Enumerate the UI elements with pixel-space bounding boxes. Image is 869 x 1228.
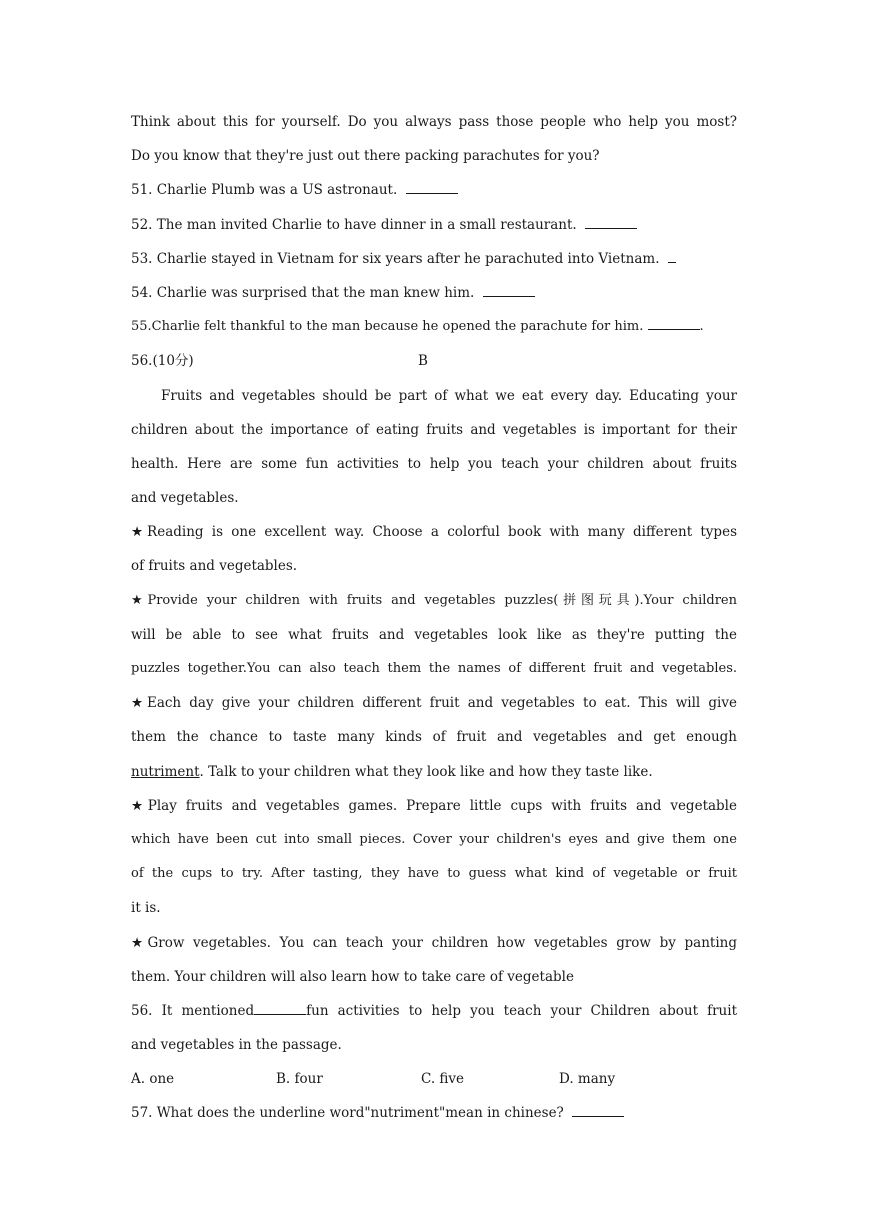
question-53 xyxy=(131,242,737,276)
question-text: 56. It mentioned xyxy=(131,1002,255,1019)
question-56 xyxy=(131,994,737,1028)
option-b[interactable]: B. four xyxy=(276,1071,323,1088)
option-a[interactable]: A. one xyxy=(131,1071,175,1088)
tip-line: puzzles together.You can also teach them the names of different fruit and vegetables. xyxy=(131,661,737,676)
option-c[interactable]: C. five xyxy=(421,1071,465,1088)
question-suffix: . xyxy=(699,319,704,335)
answer-blank[interactable] xyxy=(572,1115,624,1117)
tip-line: them the chance to taste many kinds of fruit and vegetables and get enough xyxy=(131,729,737,746)
passage-line: children about the importance of eating fruits and vegetables is important for their xyxy=(131,421,737,438)
passage-line: health. Here are some fun activities to help you teach your children about fruits xyxy=(131,455,737,472)
question-52 xyxy=(131,208,737,242)
underlined-word: nutriment xyxy=(131,763,200,780)
tip-line xyxy=(131,755,737,789)
section-letter: B xyxy=(418,353,428,370)
answer-blank[interactable] xyxy=(254,1013,306,1015)
passage-line: Think about this for yourself. Do you always pass those people who help you most? xyxy=(131,114,737,130)
answer-blank[interactable] xyxy=(483,295,535,297)
question-55 xyxy=(131,310,737,344)
tip-line: of the cups to try. After tasting, they have to guess what kind of vegetable or fruit xyxy=(131,866,737,882)
options-row xyxy=(131,1062,737,1096)
passage-line: Do you know that they're just out there packing parachutes for you? xyxy=(131,148,600,165)
question-text: 51. Charlie Plumb was a US astronaut. xyxy=(131,182,398,199)
answer-blank[interactable] xyxy=(585,227,637,229)
tip-line: of fruits and vegetables. xyxy=(131,558,298,575)
question-text: 54. Charlie was surprised that the man knew him. xyxy=(131,284,475,301)
answer-blank[interactable] xyxy=(406,192,458,194)
question-51 xyxy=(131,173,737,207)
tip-line: which have been cut into small pieces. Cover your children's eyes and give them one xyxy=(131,831,737,847)
question-54 xyxy=(131,276,737,310)
question-57 xyxy=(131,1096,737,1130)
answer-blank[interactable] xyxy=(668,261,676,263)
passage-line: and vegetables. xyxy=(131,490,239,507)
tip-line: ★Play fruits and vegetables games. Prepare little cups with fruits and vegetable xyxy=(131,797,737,814)
question-text: and vegetables in the passage. xyxy=(131,1037,342,1054)
passage-line: Fruits and vegetables should be part of what we eat every day. Educating your xyxy=(161,387,737,404)
tip-line: them. Your children will also learn how to take care of vegetable xyxy=(131,968,574,985)
document-page xyxy=(131,105,737,1131)
question-text: 55.Charlie felt thankful to the man because he opened the parachute for him. xyxy=(131,319,644,335)
tip-line: ★Provide your children with fruits and vegetables puzzles(拼图玩具).Your children xyxy=(131,592,737,608)
question-text: 57. What does the underline word"nutriment"mean in chinese? xyxy=(131,1105,564,1122)
option-d[interactable]: D. many xyxy=(559,1071,616,1088)
question-text: 52. The man invited Charlie to have dinner in a small restaurant. xyxy=(131,216,577,233)
tip-line: ★Each day give your children different fruit and vegetables to eat. This will give xyxy=(131,695,737,712)
answer-blank[interactable] xyxy=(648,328,700,330)
tip-line: ★Grow vegetables. You can teach your children how vegetables grow by panting xyxy=(131,934,737,951)
question-text: 53. Charlie stayed in Vietnam for six years after he parachuted into Vietnam. xyxy=(131,250,660,267)
tip-line: ★Reading is one excellent way. Choose a colorful book with many different types xyxy=(131,524,737,541)
tip-text: . Talk to your children what they look like and how they taste like. xyxy=(199,763,653,780)
tip-line: will be able to see what fruits and vegetables look like as they're putting the xyxy=(131,626,737,643)
section-number: 56.(10分) xyxy=(131,353,194,370)
tip-line: it is. xyxy=(131,900,161,917)
question-text: fun activities to help you teach your Children about fruit xyxy=(306,1002,737,1019)
section-heading xyxy=(131,344,737,378)
